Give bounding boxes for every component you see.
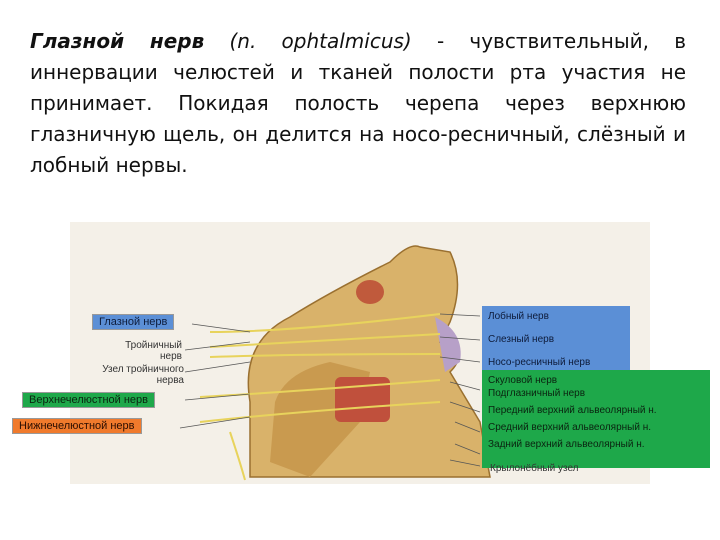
- label-nasociliary-nerve: Носо-ресничный нерв: [488, 357, 591, 368]
- label-zygomatic-nerve: Скуловой нерв: [488, 375, 558, 386]
- label-frontal-nerve: Лобный нерв: [488, 311, 549, 322]
- term-title: Глазной нерв: [30, 29, 205, 53]
- body-paragraph: [30, 26, 686, 181]
- green-panel: [482, 370, 710, 468]
- blue-panel: [482, 306, 630, 376]
- box-mandibular-nerve: Нижнечелюстной нерв: [12, 418, 142, 434]
- label-lacrimal-nerve: Слезный нерв: [488, 334, 555, 345]
- label-trigeminal-node: Узел тройничного нерва: [102, 364, 184, 386]
- anatomy-figure: [19, 222, 657, 484]
- label-anterior-alveolar: Передний верхний альвеолярный н.: [488, 405, 657, 416]
- label-pterygopalatine-ganglion: Крылонёбный узел: [490, 463, 579, 474]
- label-trigeminal: Тройничный нерв: [125, 340, 182, 362]
- label-posterior-alveolar: Задний верхний альвеолярный н.: [488, 439, 645, 450]
- box-ophthalmic-nerve: Глазной нерв: [92, 314, 174, 330]
- label-infraorbital-nerve: Подглазничный нерв: [488, 388, 586, 399]
- box-maxillary-nerve: Верхнечелюстной нерв: [22, 392, 155, 408]
- label-middle-alveolar: Средний верхний альвеолярный н.: [488, 422, 652, 433]
- paragraph-text: - чувствительный, в иннервации челюстей и тканей полости рта участия не принимает. Покидая полость черепа через верхнюю глазничную щель, он делится на носо-ресничный, слёзный и лобный нервы.: [30, 29, 686, 177]
- latin-name: (n. ophtalmicus): [229, 29, 412, 53]
